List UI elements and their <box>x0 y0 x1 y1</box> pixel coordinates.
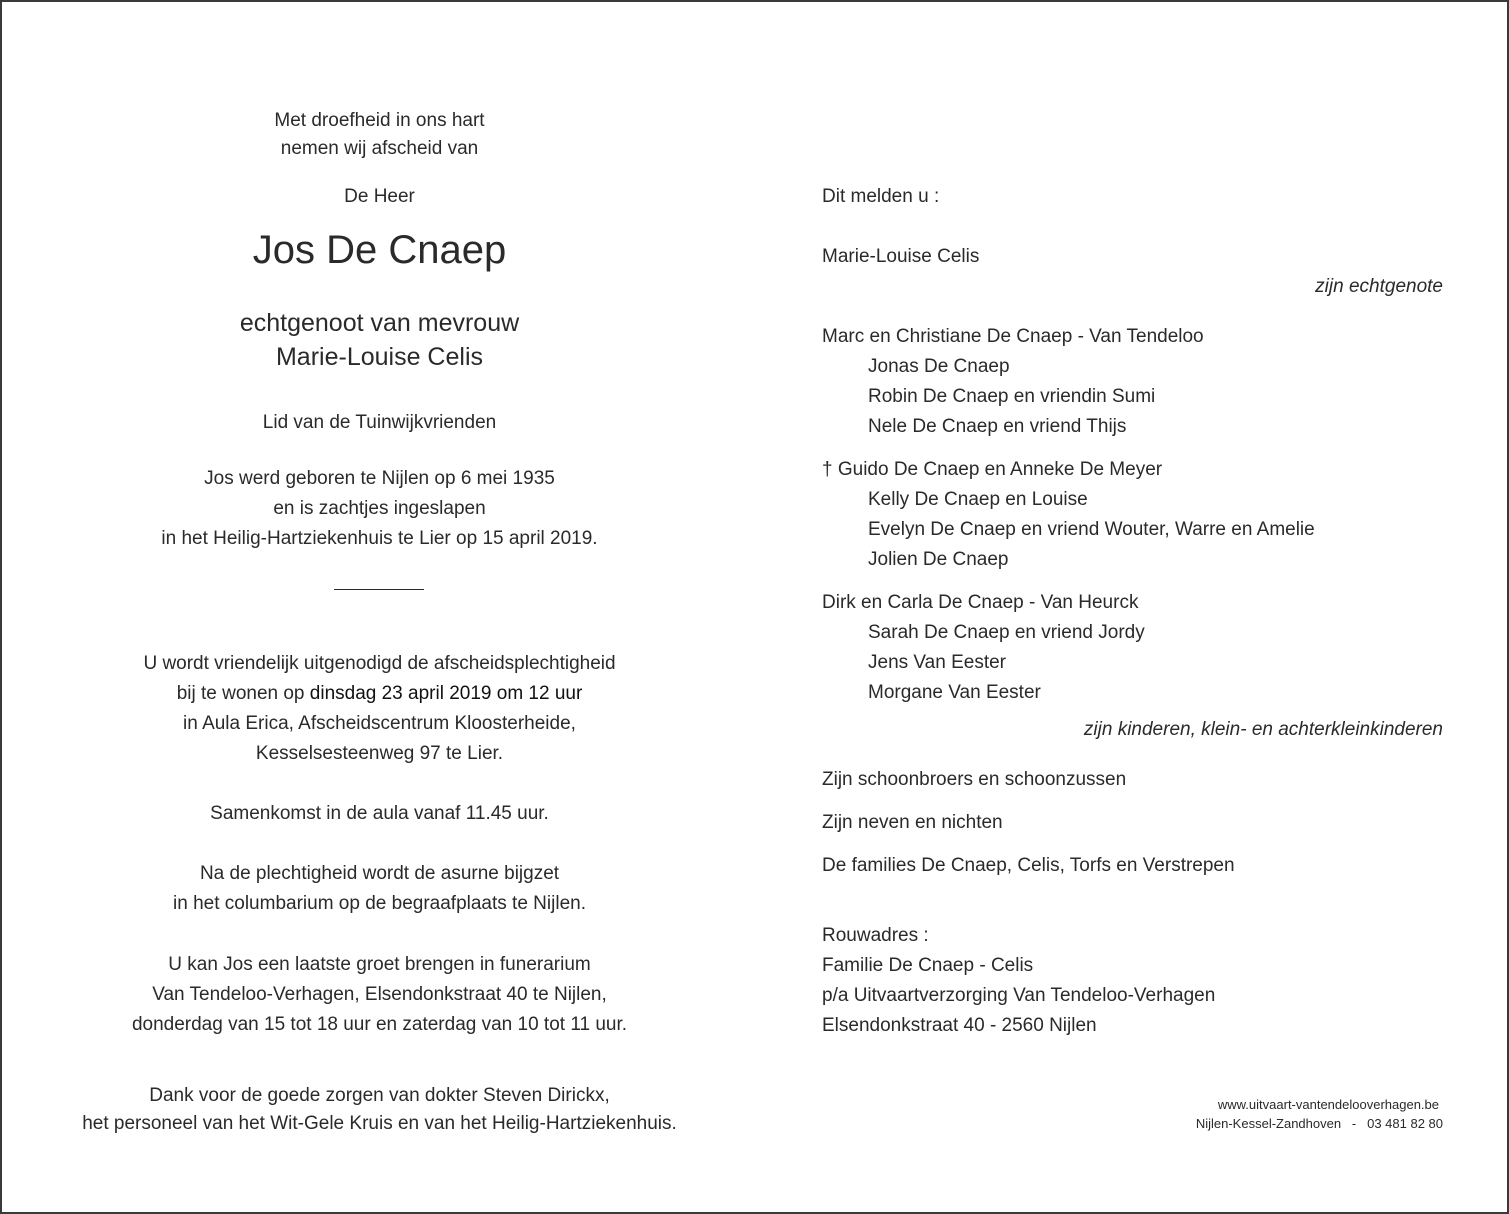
visit-line-1: U kan Jos een laatste groet brengen in funerarium <box>168 954 591 975</box>
family-3-member: Sarah De Cnaep en vriend Jordy <box>868 622 1145 643</box>
children-role: zijn kinderen, klein- en achterkleinkinderen <box>1083 719 1443 740</box>
birth-line-3: in het Heilig-Hartziekenhuis te Lier op 15 april 2019. <box>161 528 598 549</box>
visit-line-2: Van Tendeloo-Verhagen, Elsendonkstraat 40 te Nijlen, <box>152 984 607 1005</box>
family-3-member: Morgane Van Eester <box>868 682 1041 703</box>
address-line: Familie De Cnaep - Celis <box>822 955 1034 976</box>
family-3-head: Dirk en Carla De Cnaep - Van Heurck <box>822 592 1139 613</box>
invitation-prefix: bij te wonen op <box>176 683 310 704</box>
thanks-line-2: het personeel van het Wit-Gele Kruis en van het Heilig-Hartziekenhuis. <box>82 1113 677 1134</box>
burial-line-2: in het columbarium op de begraafplaats te Nijlen. <box>173 893 586 914</box>
family-1-member: Jonas De Cnaep <box>868 356 1010 377</box>
contact-text: Nijlen-Kessel-Zandhoven - 03 481 82 80 <box>1195 1116 1443 1131</box>
membership: Lid van de Tuinwijkvrienden <box>262 412 497 433</box>
thanks-line-1: Dank voor de goede zorgen van dokter Steven Dirickx, <box>149 1085 610 1106</box>
inlaws-text: Zijn schoonbroers en schoonzussen <box>822 769 1127 790</box>
intro-line-2: nemen wij afscheid van <box>280 138 479 159</box>
title-prefix: De Heer <box>344 186 415 207</box>
visit-line-3: donderdag van 15 tot 18 uur en zaterdag van 10 tot 11 uur. <box>131 1014 628 1035</box>
address-label: Rouwadres : <box>822 925 929 946</box>
spouse-role: zijn echtgenote <box>1315 276 1443 297</box>
spouse-line-1: echtgenoot van mevrouw <box>239 309 520 337</box>
gathering-text: Samenkomst in de aula vanaf 11.45 uur. <box>210 803 549 824</box>
invitation-line-3: in Aula Erica, Afscheidscentrum Kloosterheide, <box>183 713 576 734</box>
family-1-member: Robin De Cnaep en vriendin Sumi <box>868 386 1156 407</box>
family-2-member: Jolien De Cnaep <box>868 549 1009 570</box>
birth-line-2: en is zachtjes ingeslapen <box>273 498 486 519</box>
birth-line-1: Jos werd geboren te Nijlen op 6 mei 1935 <box>204 468 555 489</box>
invitation-line-4: Kesselsesteenweg 97 te Lier. <box>255 743 504 764</box>
family-2-member: Evelyn De Cnaep en vriend Wouter, Warre en Amelie <box>868 519 1315 540</box>
families-text: De families De Cnaep, Celis, Torfs en Verstrepen <box>822 855 1235 876</box>
spouse-line-2: Marie-Louise Celis <box>275 343 484 371</box>
cousins-text: Zijn neven en nichten <box>822 812 1003 833</box>
spouse-name: Marie-Louise Celis <box>822 246 980 267</box>
family-1-head: Marc en Christiane De Cnaep - Van Tendeloo <box>822 326 1204 347</box>
family-2-member: Kelly De Cnaep en Louise <box>868 489 1088 510</box>
website-text: www.uitvaart-vantendelooverhagen.be <box>1217 1097 1439 1112</box>
deceased-name: Jos De Cnaep <box>252 228 507 272</box>
address-line: Elsendonkstraat 40 - 2560 Nijlen <box>822 1015 1097 1036</box>
invitation-date: dinsdag 23 april 2019 om 12 uur <box>309 683 583 704</box>
family-2-head: † Guido De Cnaep en Anneke De Meyer <box>822 459 1163 480</box>
address-line: p/a Uitvaartverzorging Van Tendeloo-Verhagen <box>822 985 1216 1006</box>
invitation-line-2 <box>2 684 757 703</box>
intro-line-1: Met droefheid in ons hart <box>274 110 485 131</box>
family-1-member: Nele De Cnaep en vriend Thijs <box>868 416 1127 437</box>
burial-line-1: Na de plechtigheid wordt de asurne bijgzet <box>199 863 560 884</box>
family-3-member: Jens Van Eester <box>868 652 1007 673</box>
divider-line <box>334 589 424 590</box>
announce-text: Dit melden u : <box>822 186 940 207</box>
invitation-line-1: U wordt vriendelijk uitgenodigd de afscheidsplechtigheid <box>143 653 616 674</box>
